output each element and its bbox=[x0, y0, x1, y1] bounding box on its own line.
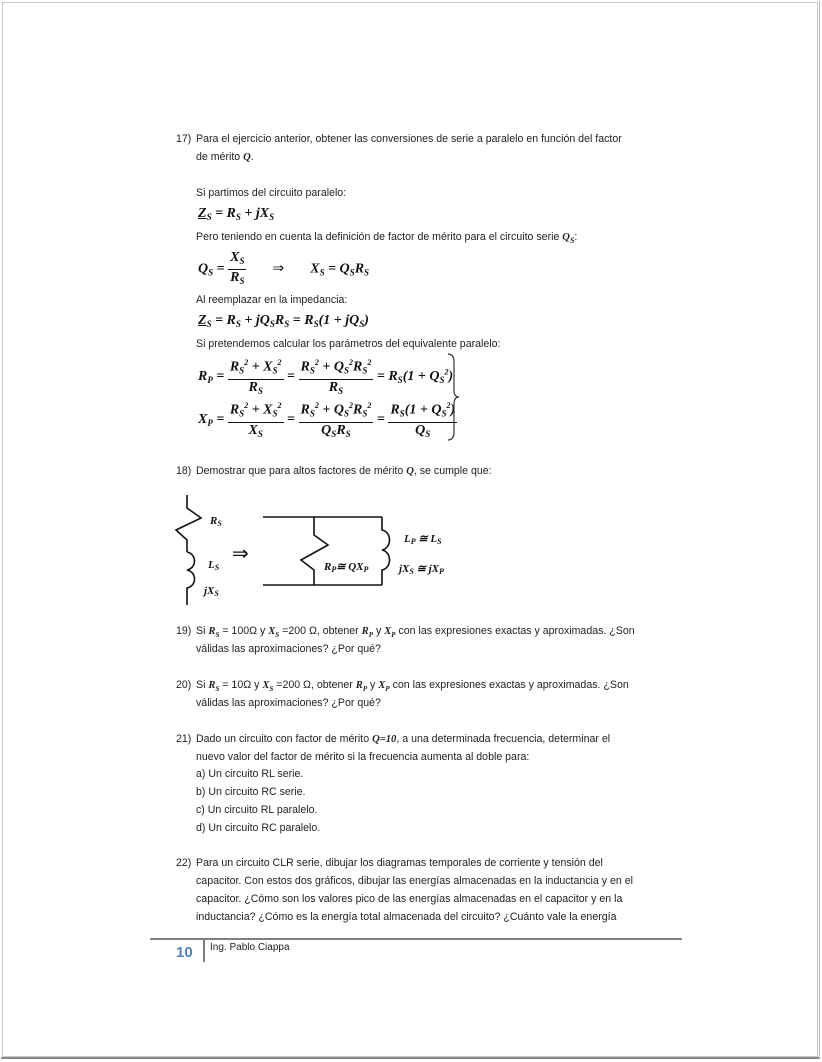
ex17-number: 17) bbox=[176, 133, 192, 145]
symbol: X bbox=[268, 626, 276, 637]
equation-zs: $Z_S = R_S + jX_S$ bbox=[198, 206, 275, 222]
footer-separator bbox=[203, 940, 205, 962]
page-number: 10 bbox=[176, 944, 193, 961]
text: con las expresiones exactas y aproximadas. ¿Son bbox=[395, 625, 635, 637]
text: y bbox=[367, 679, 379, 691]
subscript: S bbox=[569, 236, 575, 246]
subscript: P bbox=[385, 685, 390, 694]
q-symbol: Q bbox=[243, 152, 251, 163]
ex22-line4: inductancia? ¿Cómo es la energía total almacenada del circuito? ¿Cuánto vale la energía bbox=[196, 911, 617, 923]
ex20-number: 20) bbox=[176, 679, 192, 691]
text: con las expresiones exactas y aproximadas. ¿Son bbox=[389, 679, 629, 691]
ex18-text bbox=[196, 464, 492, 479]
text: = 10Ω y bbox=[219, 679, 263, 691]
ex22-line3: capacitor. ¿Cómo son los valores pico de las energías almacenadas en el capacitor y en la bbox=[196, 893, 623, 905]
ex17-p1: Si partimos del circuito paralelo: bbox=[196, 187, 347, 199]
symbol: R bbox=[355, 680, 363, 691]
ex21-item-d: d) Un circuito RC paralelo. bbox=[196, 822, 321, 834]
footer-author: Ing. Pablo Ciappa bbox=[210, 942, 290, 953]
implies-arrow-icon: ⇒ bbox=[232, 541, 249, 565]
text: Pero teniendo en cuenta la definición de factor de mérito para el circuito serie bbox=[196, 231, 563, 243]
ex21-item-c: c) Un circuito RL paralelo. bbox=[196, 804, 318, 816]
ex22-line1: Para un circuito CLR serie, dibujar los diagramas temporales de corriente y tensión del bbox=[196, 857, 603, 869]
parallel-inductor-icon bbox=[382, 517, 390, 585]
subscript: P bbox=[362, 685, 368, 694]
right-brace-icon bbox=[446, 352, 460, 442]
equation-rp: $R_P$ = $\frac{R_S^2 + X_S^2}{R_S}$ = $\frac{R_S^2 + Q_S^2R_S^2}{R_S}$ = $R_S(1 + Q_S^2)$ bbox=[198, 355, 453, 399]
subscript: S bbox=[215, 685, 220, 694]
ex17-line1: Para el ejercicio anterior, obtener las conversiones de serie a paralelo en función del factor bbox=[196, 133, 622, 145]
symbol: X bbox=[262, 680, 270, 691]
text: y bbox=[373, 625, 385, 637]
q-symbol: Q bbox=[406, 466, 414, 477]
label-rs: RS bbox=[210, 515, 222, 528]
text: : bbox=[574, 231, 578, 243]
ex19-number: 19) bbox=[176, 625, 192, 637]
ex20-line2: válidas las aproximaciones? ¿Por qué? bbox=[196, 697, 381, 709]
symbol: X bbox=[384, 626, 392, 637]
text: = 100Ω y bbox=[219, 625, 269, 637]
equation-xp: $X_P$ = $\frac{R_S^2 + X_S^2}{X_S}$ = $\frac{R_S^2 + Q_S^2R_S^2}{Q_SR_S}$ = $\frac{R_S(1 + Q_S^2)}{Q_S}$ bbox=[198, 398, 457, 442]
symbol: X bbox=[378, 680, 386, 691]
ex21-item-b: b) Un circuito RC serie. bbox=[196, 786, 306, 798]
ex21-number: 21) bbox=[176, 733, 192, 745]
text: =200 Ω, obtener bbox=[279, 625, 362, 637]
text: Dado un circuito con factor de mérito bbox=[196, 733, 373, 745]
series-resistor-icon bbox=[176, 495, 201, 552]
ex22-line2: capacitor. Con estos dos gráficos, dibujar las energías almacenadas en la inductancia y en el bbox=[196, 875, 633, 887]
ex17-line2 bbox=[196, 150, 254, 165]
q-symbol: Q bbox=[562, 232, 570, 243]
text: Si bbox=[196, 679, 209, 691]
ex17-p4: Si pretendemos calcular los parámetros del equivalente paralelo: bbox=[196, 338, 501, 350]
text: de mérito bbox=[196, 151, 244, 163]
text: Si bbox=[196, 625, 209, 637]
ex21-line2: nuevo valor del factor de mérito si la frecuencia aumenta al doble para: bbox=[196, 751, 530, 763]
text: =200 Ω, obtener bbox=[273, 679, 356, 691]
series-inductor-icon bbox=[187, 552, 195, 605]
subscript: S bbox=[215, 631, 220, 640]
ex17-p2 bbox=[196, 230, 577, 248]
subscript: P bbox=[368, 631, 373, 640]
equation-zs-substituted: $Z_S = R_S + jQ_SR_S = R_S(1 + jQ_S)$ bbox=[198, 313, 369, 329]
symbol: R bbox=[208, 626, 216, 637]
symbol: R bbox=[208, 680, 216, 691]
footer-divider bbox=[150, 938, 682, 940]
q-value: Q=10 bbox=[372, 734, 397, 745]
equation-qs: $Q_S$ = $\frac{X_S}{R_S}$ ⇒ $X_S = Q_SR_S$ bbox=[198, 250, 370, 286]
subscript: P bbox=[391, 631, 396, 640]
ex21-line1 bbox=[196, 732, 610, 747]
subscript: S bbox=[275, 631, 280, 640]
text: , se cumple que: bbox=[413, 465, 492, 477]
text: Demostrar que para altos factores de mérito bbox=[196, 465, 407, 477]
label-jxs: jXS bbox=[204, 585, 219, 598]
symbol: R bbox=[361, 626, 369, 637]
parallel-resistor-icon bbox=[301, 517, 328, 585]
ex18-number: 18) bbox=[176, 465, 192, 477]
ex19-line1 bbox=[196, 624, 635, 642]
circuit-diagram bbox=[170, 490, 480, 610]
label-lp: LP ≅ LS bbox=[404, 533, 442, 546]
ex17-p3: Al reemplazar en la impedancia: bbox=[196, 294, 348, 306]
text: , a una determinada frecuencia, determinar el bbox=[396, 733, 611, 745]
ex19-line2: válidas las aproximaciones? ¿Por qué? bbox=[196, 643, 381, 655]
label-ls: LS bbox=[208, 559, 220, 572]
subscript: S bbox=[269, 685, 274, 694]
ex20-line1 bbox=[196, 678, 629, 696]
label-jxp: jXS ≅ jXP bbox=[399, 563, 444, 576]
label-rp: RP≅ QXP bbox=[324, 561, 369, 574]
text: . bbox=[250, 151, 254, 163]
ex21-item-a: a) Un circuito RL serie. bbox=[196, 768, 304, 780]
ex22-number: 22) bbox=[176, 857, 192, 869]
